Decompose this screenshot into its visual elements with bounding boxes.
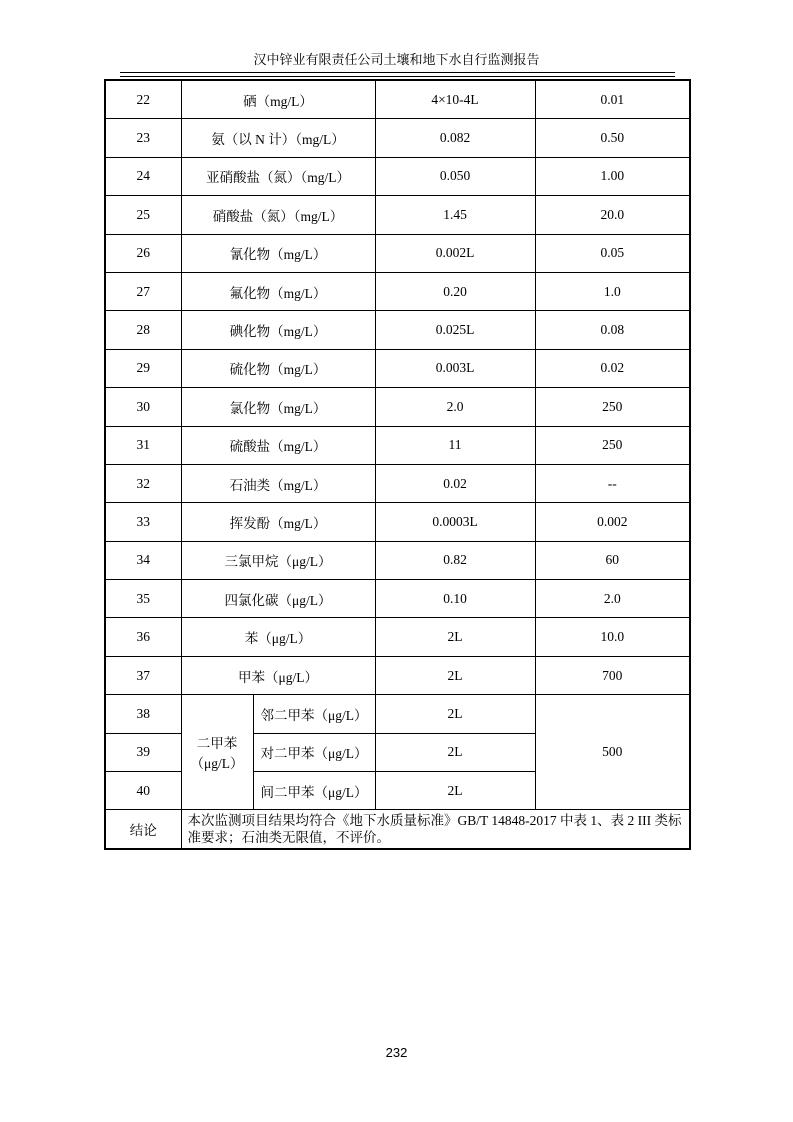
row-number: 40 — [105, 772, 181, 810]
conclusion-line-1: 本次监测项目结果均符合《地下水质量标准》GB/T 14848-2017 中表 1、表 2 III 类标 — [187, 813, 682, 829]
conclusion-line-2: 准要求；石油类无限值，不评价。 — [187, 830, 390, 846]
header-rule-thick — [120, 72, 675, 73]
row-result: 11 — [375, 426, 535, 464]
row-number: 22 — [105, 80, 181, 119]
row-item: 硝酸盐（氮）（mg/L） — [181, 196, 375, 234]
row-result: 1.45 — [375, 196, 535, 234]
table-row — [105, 157, 690, 195]
row-item: 对二甲苯（μg/L） — [253, 733, 375, 771]
row-result: 0.82 — [375, 541, 535, 579]
row-result: 2L — [375, 618, 535, 656]
table-row — [105, 464, 690, 502]
row-result: 2L — [375, 695, 535, 733]
row-number: 32 — [105, 464, 181, 502]
row-limit: 250 — [535, 388, 690, 426]
table-row — [105, 541, 690, 579]
row-item: 氨（以 N 计）（mg/L） — [181, 119, 375, 157]
row-item: 间二甲苯（μg/L） — [253, 772, 375, 810]
table-row — [105, 618, 690, 656]
row-number: 39 — [105, 733, 181, 771]
table-row — [105, 695, 690, 733]
report-header-title: 汉中锌业有限责任公司土壤和地下水自行监测报告 — [253, 52, 540, 67]
row-item: 硫酸盐（mg/L） — [181, 426, 375, 464]
row-limit: 10.0 — [535, 618, 690, 656]
table-row — [105, 272, 690, 310]
row-limit: 0.01 — [535, 80, 690, 119]
row-result: 0.002L — [375, 234, 535, 272]
row-limit: 20.0 — [535, 196, 690, 234]
row-number: 27 — [105, 272, 181, 310]
row-number: 34 — [105, 541, 181, 579]
row-item: 硒（mg/L） — [181, 80, 375, 119]
row-limit: 0.50 — [535, 119, 690, 157]
row-item: 硫化物（mg/L） — [181, 349, 375, 387]
row-number: 26 — [105, 234, 181, 272]
table-row — [105, 503, 690, 541]
row-item: 三氯甲烷（μg/L） — [181, 541, 375, 579]
row-item: 邻二甲苯（μg/L） — [253, 695, 375, 733]
row-limit: 250 — [535, 426, 690, 464]
row-number: 25 — [105, 196, 181, 234]
row-result: 0.0003L — [375, 503, 535, 541]
table-row — [105, 349, 690, 387]
header-rule-thin — [120, 76, 675, 77]
row-result: 0.02 — [375, 464, 535, 502]
row-number: 28 — [105, 311, 181, 349]
row-result: 0.10 — [375, 580, 535, 618]
xylene-limit: 500 — [535, 695, 690, 810]
row-result: 0.050 — [375, 157, 535, 195]
table-body — [105, 80, 690, 849]
xylene-group-label — [181, 695, 253, 810]
row-number: 29 — [105, 349, 181, 387]
table-row — [105, 388, 690, 426]
row-number: 35 — [105, 580, 181, 618]
row-item: 甲苯（μg/L） — [181, 656, 375, 694]
row-number: 36 — [105, 618, 181, 656]
table-row — [105, 234, 690, 272]
conclusion-row — [105, 810, 690, 850]
row-limit: 1.00 — [535, 157, 690, 195]
xylene-group-label-line2: （μg/L） — [190, 756, 244, 772]
xylene-group-label-line1: 二甲苯 — [196, 736, 238, 752]
row-item: 苯（μg/L） — [181, 618, 375, 656]
row-limit: 60 — [535, 541, 690, 579]
row-item: 氯化物（mg/L） — [181, 388, 375, 426]
groundwater-results-table — [104, 79, 691, 850]
row-limit: 2.0 — [535, 580, 690, 618]
table-row — [105, 311, 690, 349]
row-item: 亚硝酸盐（氮）（mg/L） — [181, 157, 375, 195]
row-number: 33 — [105, 503, 181, 541]
row-number: 37 — [105, 656, 181, 694]
row-result: 0.003L — [375, 349, 535, 387]
row-limit: 0.002 — [535, 503, 690, 541]
conclusion-label: 结论 — [105, 810, 181, 850]
row-item: 挥发酚（mg/L） — [181, 503, 375, 541]
conclusion-text — [181, 810, 690, 850]
table-row — [105, 119, 690, 157]
row-item: 碘化物（mg/L） — [181, 311, 375, 349]
row-limit: 1.0 — [535, 272, 690, 310]
row-result: 2L — [375, 772, 535, 810]
page-number: 232 — [385, 1045, 408, 1060]
table-row — [105, 656, 690, 694]
row-number: 38 — [105, 695, 181, 733]
row-result: 2L — [375, 733, 535, 771]
row-result: 2.0 — [375, 388, 535, 426]
row-limit: 0.05 — [535, 234, 690, 272]
row-item: 石油类（mg/L） — [181, 464, 375, 502]
row-result: 0.082 — [375, 119, 535, 157]
row-result: 2L — [375, 656, 535, 694]
row-result: 0.025L — [375, 311, 535, 349]
row-item: 四氯化碳（μg/L） — [181, 580, 375, 618]
row-number: 24 — [105, 157, 181, 195]
row-limit: 700 — [535, 656, 690, 694]
row-number: 30 — [105, 388, 181, 426]
row-result: 4×10-4L — [375, 80, 535, 119]
row-item: 氰化物（mg/L） — [181, 234, 375, 272]
table-row — [105, 580, 690, 618]
row-limit: 0.02 — [535, 349, 690, 387]
row-item: 氟化物（mg/L） — [181, 272, 375, 310]
row-result: 0.20 — [375, 272, 535, 310]
row-number: 23 — [105, 119, 181, 157]
row-number: 31 — [105, 426, 181, 464]
table-row — [105, 426, 690, 464]
row-limit: -- — [535, 464, 690, 502]
table-row — [105, 196, 690, 234]
row-limit: 0.08 — [535, 311, 690, 349]
table-row — [105, 80, 690, 119]
